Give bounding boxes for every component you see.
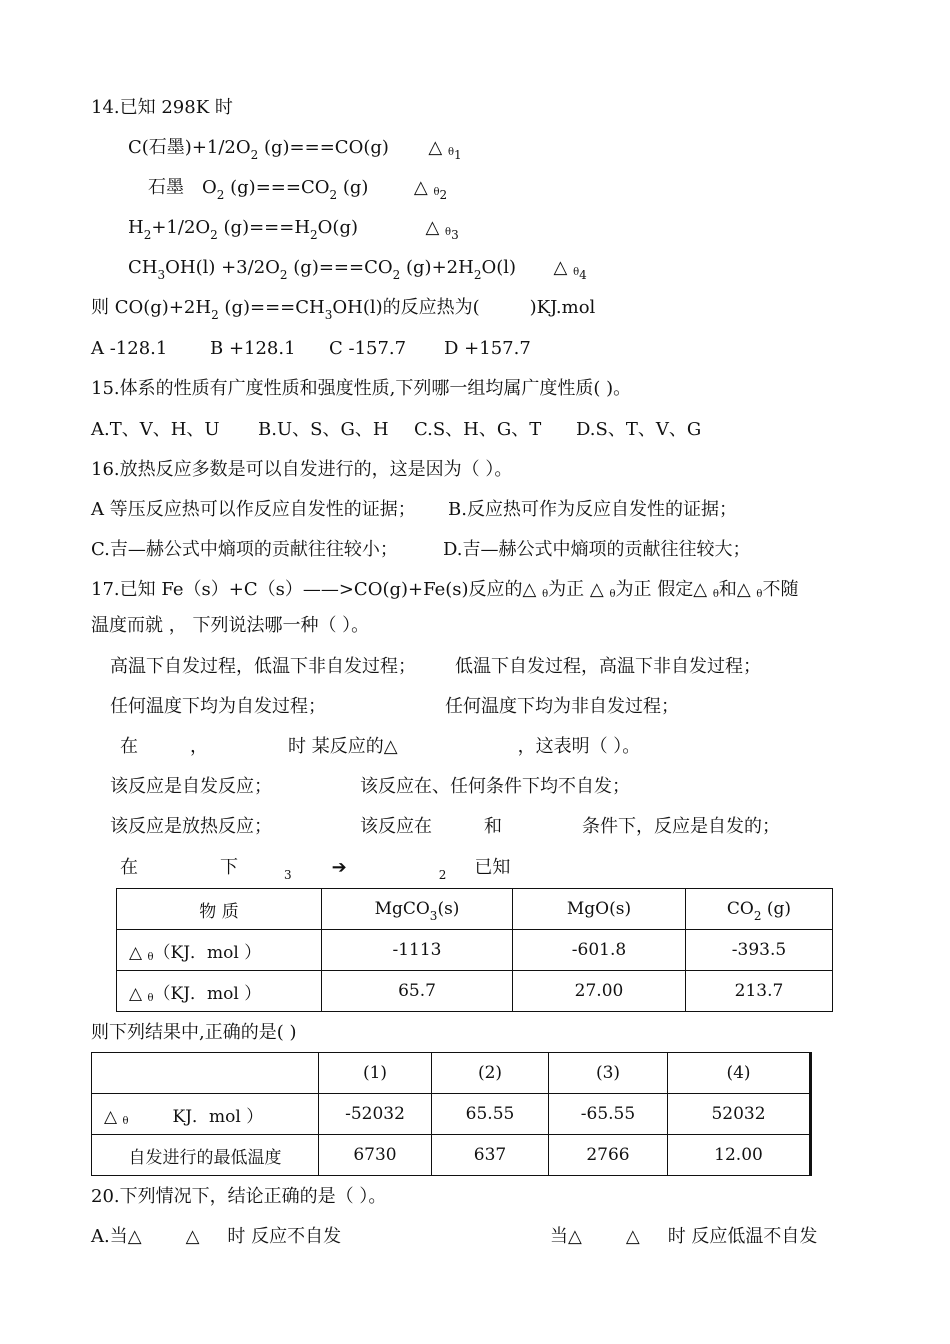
q14-option-b: B +128.1	[210, 338, 296, 359]
q15-question: 15.体系的性质有广度性质和强度性质,下列哪一组均属广度性质( )。	[91, 378, 632, 399]
q17-option-4: 任何温度下均为非自发过程；	[445, 696, 679, 717]
table-cell: -52032	[319, 1094, 432, 1135]
q14-option-a: A -128.1	[91, 338, 168, 359]
table-header-cell	[92, 1053, 319, 1094]
q15-option-b: B.U、S、G、H	[258, 419, 389, 440]
q19-ask: 则下列结果中,正确的是( )	[91, 1022, 297, 1043]
table-row	[117, 971, 833, 1012]
table-cell: -393.5	[686, 930, 833, 971]
q14-option-c: C -157.7	[329, 338, 407, 359]
table-header-cell: MgCO$_3$(s)	[322, 889, 513, 930]
theta-symbol: θ	[573, 267, 580, 278]
table-header-cell: (1)	[319, 1053, 432, 1094]
table-cell: 2766	[549, 1135, 668, 1176]
table-cell: 52032	[668, 1094, 811, 1135]
table-row	[92, 1135, 811, 1176]
q18-option-3: 该反应是放热反应；	[110, 816, 272, 837]
q17-option-2: 低温下自发过程，高温下非自发过程；	[455, 656, 761, 677]
table-header-cell: $CO_2$ (g)	[686, 889, 833, 930]
q14-question: 则 $CO(g)+2H_2$ $(g)===CH_3OH(l)$的反应热为( )KJ.mol	[91, 297, 596, 322]
table-cell: -601.8	[513, 930, 686, 971]
delta-symbol: △	[425, 217, 440, 238]
q16-option-b: B.反应热可作为反应自发性的证据；	[448, 499, 737, 520]
q20-option-a: A.当△ △ 时 反应不自发	[91, 1226, 342, 1247]
q19-thermo-table	[116, 888, 833, 1012]
table-cell: 65.55	[432, 1094, 549, 1135]
theta-symbol: θ	[445, 227, 452, 238]
table-header-row	[92, 1053, 811, 1094]
q16-option-a: A 等压反应热可以作反应自发性的证据；	[91, 499, 416, 520]
row-label: 自发进行的最低温度	[92, 1135, 319, 1176]
table-row	[117, 930, 833, 971]
row-label: △ θ（KJ．mol ）	[117, 971, 322, 1012]
table-header-cell: 物 质	[117, 889, 322, 930]
q16-option-c: C.吉—赫公式中熵项的贡献往往较小；	[91, 539, 398, 560]
row-label: △ θ KJ．mol ）	[92, 1094, 319, 1135]
theta-symbol: θ	[433, 187, 440, 198]
table-header-row	[117, 889, 833, 930]
q14-equation-1: C(石墨)$+1/2O_2$ (g)===CO(g) △ $\theta_1$	[128, 137, 462, 162]
table-header-cell: MgO(s)	[513, 889, 686, 930]
q14-equation-2: 石墨 $O_2$ $(g)===CO_2$ (g) △ $\theta_2$	[148, 177, 448, 202]
delta-symbol: △	[428, 137, 443, 158]
theta-symbol: θ	[447, 147, 454, 158]
table-cell: 6730	[319, 1135, 432, 1176]
q19-results-table	[91, 1052, 812, 1176]
q16-question: 16.放热反应多数是可以自发进行的，这是因为（ ）。	[91, 459, 513, 480]
table-cell: 213.7	[686, 971, 833, 1012]
q20-question: 20.下列情况下，结论正确的是（ ）。	[91, 1186, 387, 1207]
table-cell: -65.55	[549, 1094, 668, 1135]
q17-question-line2: 温度而就 ， 下列说法哪一种（ ）。	[91, 615, 370, 636]
q14-header: 14.已知 298K 时	[91, 97, 233, 118]
q20-option-b: 当△ △ 时 反应低温不自发	[550, 1226, 818, 1247]
q18-option-4: 该反应在 和 条件下，反应是自发的；	[360, 816, 780, 837]
table-cell: 65.7	[322, 971, 513, 1012]
table-cell: 12.00	[668, 1135, 811, 1176]
q15-option-a: A.T、V、H、U	[91, 419, 220, 440]
delta-symbol: △	[413, 177, 428, 198]
q17-question-line1: 17.已知 Fe（s）+C（s）——>CO(g)+Fe(s)反应的△ θ为正 △ θ为正 假定△ θ和△ θ不随	[91, 579, 799, 600]
table-header-cell: (2)	[432, 1053, 549, 1094]
table-header-cell: (3)	[549, 1053, 668, 1094]
table-header-cell: (4)	[668, 1053, 811, 1094]
delta-symbol: △	[553, 257, 568, 278]
q19-question: 在 下 $_3$ ➔ $_2$ 已知	[120, 857, 511, 882]
q16-option-d: D.吉—赫公式中熵项的贡献往往较大；	[443, 539, 751, 560]
q14-option-d: D +157.7	[444, 338, 531, 359]
q14-equation-4: $CH_3OH(l) +3/2O_2$ $(g)===CO_2$ $(g)+2H_2O(l)$ △ $\theta_4$	[128, 257, 587, 282]
q18-option-2: 该反应在、任何条件下均不自发；	[360, 776, 630, 797]
table-cell: 27.00	[513, 971, 686, 1012]
row-label: △ θ（KJ．mol ）	[117, 930, 322, 971]
table-cell: 637	[432, 1135, 549, 1176]
q17-option-3: 任何温度下均为自发过程；	[110, 696, 326, 717]
q18-question: 在 ， 时 某反应的△ ，这表明（ ）。	[120, 736, 641, 757]
table-cell: -1113	[322, 930, 513, 971]
q14-equation-3: $H_2+1/2O_2$ $(g)===H_2O(g)$ △ $\theta_3$	[128, 217, 459, 242]
arrow-icon: ➔	[331, 857, 347, 878]
q18-option-1: 该反应是自发反应；	[110, 776, 272, 797]
q17-option-1: 高温下自发过程，低温下非自发过程；	[110, 656, 416, 677]
q15-option-c: C.S、H、G、T	[414, 419, 542, 440]
table-row	[92, 1094, 811, 1135]
q15-option-d: D.S、T、V、G	[576, 419, 702, 440]
